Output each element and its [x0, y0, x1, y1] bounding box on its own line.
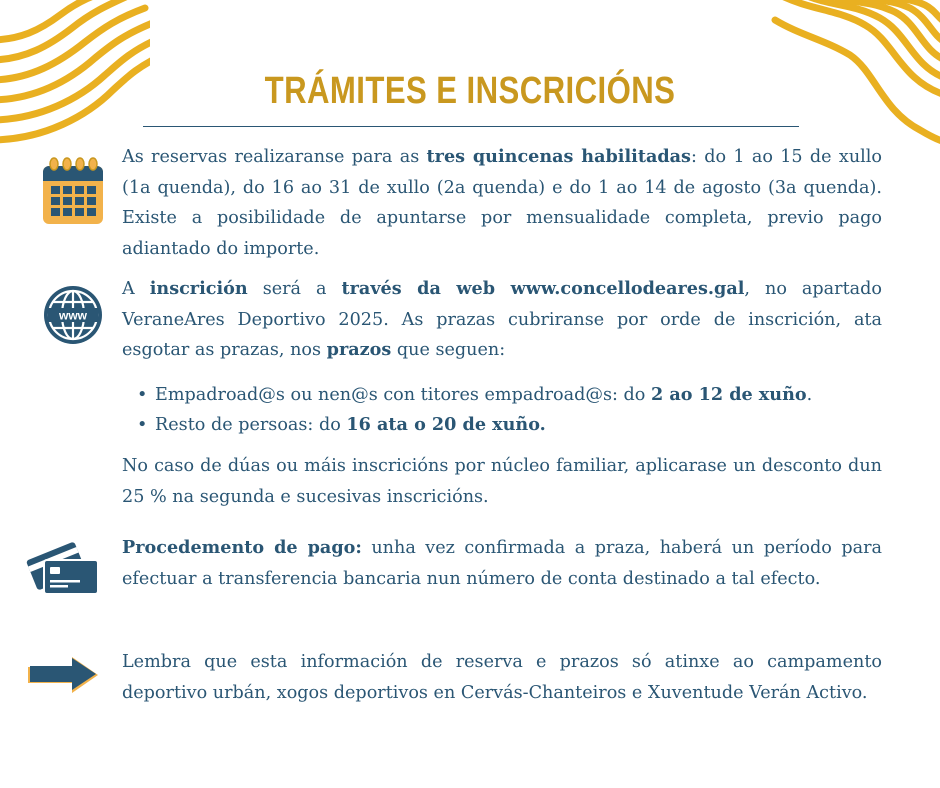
pago-paragraph [122, 533, 882, 594]
reservas-bold-1: tres quincenas habilitadas [426, 146, 691, 167]
page-title: TRÁMITES E INSCRICIÓNS [264, 70, 676, 112]
inscricion-bold-1: inscrición [149, 278, 248, 299]
inscricion-text-1: A [122, 279, 150, 299]
reservas-text-2: : do 1 ao 15 de xullo (1a quenda), do 16 ao 31 de xullo (2a quenda) e do 1 ao 14 de agosto (3a quenda). Existe a posibilidade de apuntarse por mensualidade completa, previo pago adiantado do importe. [122, 147, 882, 259]
reservas-text-1: As reservas realizaranse para as [122, 147, 427, 167]
title-divider [143, 126, 799, 127]
prazos-list [137, 380, 877, 440]
credit-cards-icon [26, 536, 102, 598]
inscricion-bold-3: prazos [326, 339, 392, 360]
list-item: • Empadroad@s ou nen@s con titores empadroad@s: do 2 ao 12 de xuño. [137, 380, 877, 410]
svg-text:www: www [58, 308, 88, 323]
reservas-paragraph [122, 142, 882, 264]
arrow-right-icon [26, 653, 100, 697]
desconto-paragraph: No caso de dúas ou máis inscricións por núcleo familiar, aplicarase un desconto dun 25 % na segunda e sucesivas inscricións. [122, 456, 882, 507]
lembra-paragraph: Lembra que esta información de reserva e prazos só atinxe ao campamento deportivo urbán, xogos deportivos en Cervás-Chanteiros e Xuventude Verán Activo. [122, 652, 882, 703]
pago-bold-label: Procedemento de pago: [122, 537, 362, 558]
inscricion-text-2: será a [247, 279, 342, 299]
calendar-icon [42, 156, 104, 226]
pago-text: unha vez confirmada a praza, haberá un período para efectuar a transferencia bancaria nun número de conta destinado a tal efecto. [122, 538, 883, 589]
globe-www-icon [42, 284, 104, 346]
inscricion-text-4: que seguen: [391, 340, 506, 360]
list-item: • Resto de persoas: do 16 ata o 20 de xuño. [137, 410, 877, 440]
inscricion-web-link[interactable]: través da web www.concellodeares.gal [341, 278, 745, 299]
inscricion-text-3: , no apartado VeraneAres Deportivo 2025. As prazas cubriranse por orde de inscrición, ata esgotar as prazas, nos [122, 279, 882, 360]
inscricion-paragraph [122, 274, 882, 366]
